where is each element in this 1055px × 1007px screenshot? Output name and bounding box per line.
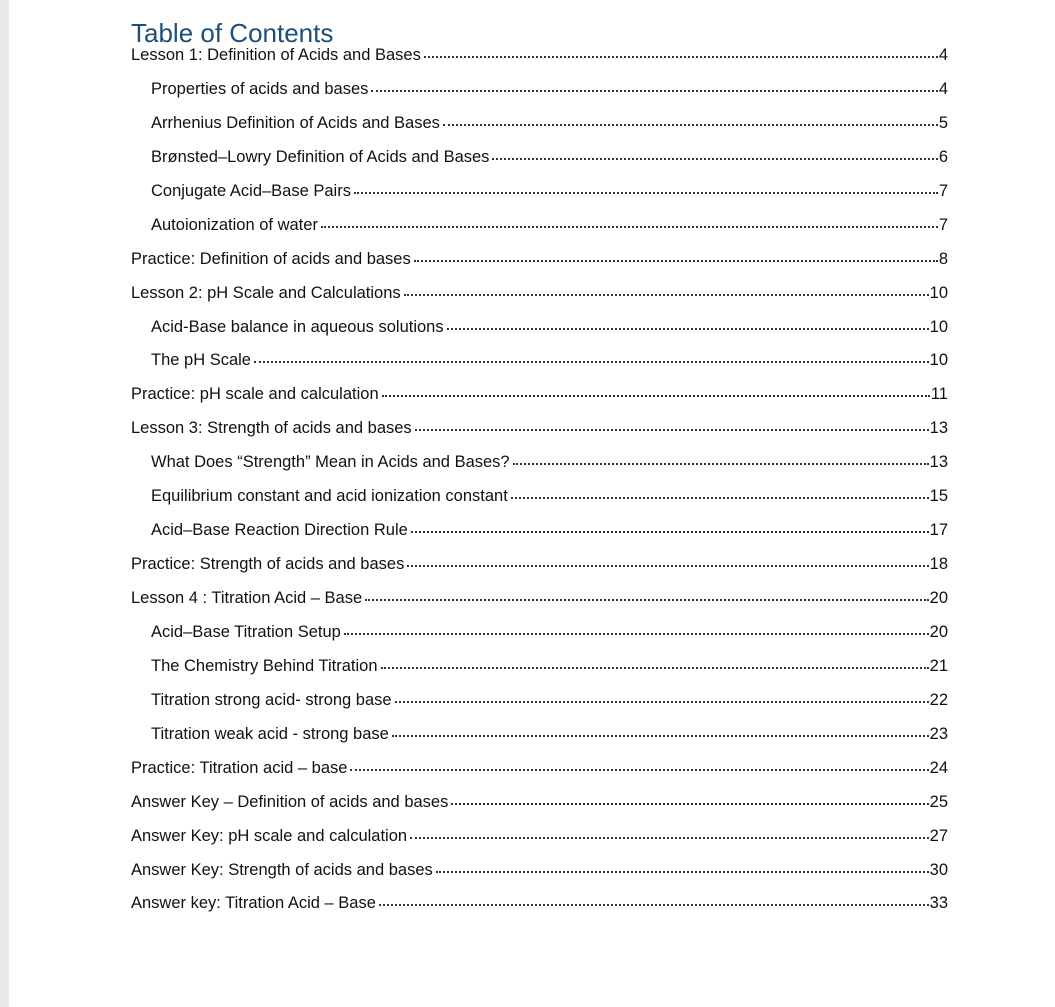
toc-entry[interactable]	[131, 316, 948, 350]
dot-leader	[411, 517, 929, 533]
page-edge	[0, 0, 9, 1007]
toc-page-number: 6	[938, 147, 948, 166]
toc-entry-title: Autoionization of water	[151, 215, 318, 234]
toc-entry-title: Equilibrium constant and acid ionization constant	[151, 487, 508, 506]
dot-leader	[404, 280, 929, 296]
toc-page-number: 13	[929, 419, 948, 438]
toc-page-number: 20	[929, 622, 948, 641]
toc-entry[interactable]	[131, 146, 948, 180]
toc-page-number: 30	[929, 860, 948, 879]
toc-page-number: 4	[938, 79, 948, 98]
toc-page-number: 17	[929, 521, 948, 540]
dot-leader	[443, 110, 938, 126]
toc-entry[interactable]	[131, 723, 948, 757]
dot-leader	[350, 755, 928, 771]
dot-leader	[436, 857, 929, 873]
toc-entry[interactable]	[131, 112, 948, 146]
toc-entry-title: Titration weak acid - strong base	[151, 724, 389, 743]
toc-entry-title: Answer Key – Definition of acids and bases	[131, 792, 449, 811]
toc-entry-title: Lesson 3: Strength of acids and bases	[131, 419, 412, 438]
dot-leader	[424, 42, 938, 58]
toc-entry[interactable]	[131, 282, 948, 316]
toc-entry[interactable]	[131, 621, 948, 655]
toc-entry-title: Acid-Base balance in aqueous solutions	[151, 317, 444, 336]
toc-page-number: 5	[938, 113, 948, 132]
toc-entry-title: The pH Scale	[151, 351, 251, 370]
toc-page-number: 27	[929, 826, 948, 845]
toc-entry-title: Brønsted–Lowry Definition of Acids and Bases	[151, 147, 490, 166]
toc-entry-title: Acid–Base Titration Setup	[151, 622, 341, 641]
dot-leader	[382, 381, 930, 397]
toc-entry[interactable]	[131, 451, 948, 485]
toc-entry-title: Practice: pH scale and calculation	[131, 385, 379, 404]
toc-entry[interactable]	[131, 587, 948, 621]
dot-leader	[254, 347, 929, 363]
toc-page-number: 22	[929, 690, 948, 709]
toc-entry[interactable]	[131, 44, 948, 78]
dot-leader	[513, 449, 929, 465]
dot-leader	[407, 551, 928, 567]
dot-leader	[321, 212, 938, 228]
toc-page-number: 18	[929, 555, 948, 574]
toc-entry[interactable]	[131, 214, 948, 248]
toc-entry-title: Answer key: Titration Acid – Base	[131, 894, 376, 913]
toc-entry[interactable]	[131, 485, 948, 519]
dot-leader	[492, 144, 937, 160]
toc-list	[131, 44, 948, 926]
toc-entry[interactable]	[131, 417, 948, 451]
toc-page-number: 13	[929, 453, 948, 472]
toc-page-number: 33	[929, 894, 948, 913]
dot-leader	[395, 687, 929, 703]
toc-page-number: 15	[929, 487, 948, 506]
dot-leader	[447, 314, 929, 330]
toc-entry-title: Acid–Base Reaction Direction Rule	[151, 521, 408, 540]
toc-page-number: 7	[938, 181, 948, 200]
dot-leader	[451, 789, 928, 805]
toc-entry[interactable]	[131, 383, 948, 417]
dot-leader	[415, 415, 929, 431]
toc-entry-title: Lesson 1: Definition of Acids and Bases	[131, 46, 421, 64]
toc-page-number: 7	[938, 215, 948, 234]
toc-entry[interactable]	[131, 180, 948, 214]
toc-entry[interactable]	[131, 859, 948, 893]
toc-page-number: 10	[929, 283, 948, 302]
dot-leader	[414, 246, 938, 262]
toc-entry[interactable]	[131, 892, 948, 926]
toc-page-number: 25	[929, 792, 948, 811]
dot-leader	[381, 653, 929, 669]
toc-title: Table of Contents	[131, 18, 334, 48]
dot-leader	[365, 585, 929, 601]
toc-entry[interactable]	[131, 655, 948, 689]
toc-entry-title: Answer Key: Strength of acids and bases	[131, 860, 433, 879]
toc-entry[interactable]	[131, 791, 948, 825]
toc-entry[interactable]	[131, 689, 948, 723]
toc-entry-title: Conjugate Acid–Base Pairs	[151, 181, 351, 200]
dot-leader	[410, 823, 929, 839]
toc-page-number: 10	[929, 317, 948, 336]
toc-entry-title: Practice: Definition of acids and bases	[131, 249, 411, 268]
dot-leader	[511, 483, 929, 499]
toc-entry[interactable]	[131, 757, 948, 791]
toc-entry-title: Arrhenius Definition of Acids and Bases	[151, 113, 440, 132]
toc-page-number: 21	[929, 656, 948, 675]
toc-entry[interactable]	[131, 825, 948, 859]
toc-entry-title: Lesson 4 : Titration Acid – Base	[131, 589, 363, 607]
toc-entry-title: Answer Key: pH scale and calculation	[131, 826, 408, 845]
toc-entry[interactable]	[131, 248, 948, 282]
toc-page-number: 4	[938, 46, 948, 64]
toc-entry[interactable]	[131, 553, 948, 587]
dot-leader	[392, 721, 929, 737]
toc-entry[interactable]	[131, 519, 948, 553]
dot-leader	[371, 76, 937, 92]
toc-entry-title: What Does “Strength” Mean in Acids and Bases?	[151, 453, 510, 472]
document-page	[131, 16, 948, 926]
toc-page-number: 23	[929, 724, 948, 743]
toc-entry-title: Titration strong acid- strong base	[151, 690, 392, 709]
toc-page-number: 10	[929, 351, 948, 370]
dot-leader	[344, 619, 929, 635]
dot-leader	[379, 890, 929, 906]
dot-leader	[354, 178, 938, 194]
toc-entry[interactable]	[131, 349, 948, 383]
toc-page-number: 20	[929, 589, 948, 607]
toc-entry-title: Practice: Strength of acids and bases	[131, 555, 405, 574]
toc-page-number: 24	[929, 758, 948, 777]
toc-entry-title: Practice: Titration acid – base	[131, 758, 348, 777]
toc-entry-title: The Chemistry Behind Titration	[151, 656, 378, 675]
toc-entry-title: Properties of acids and bases	[151, 79, 369, 98]
toc-entry-title: Lesson 2: pH Scale and Calculations	[131, 283, 401, 302]
toc-page-number: 8	[938, 249, 948, 268]
toc-page-number: 11	[930, 385, 948, 404]
toc-entry[interactable]	[131, 78, 948, 112]
